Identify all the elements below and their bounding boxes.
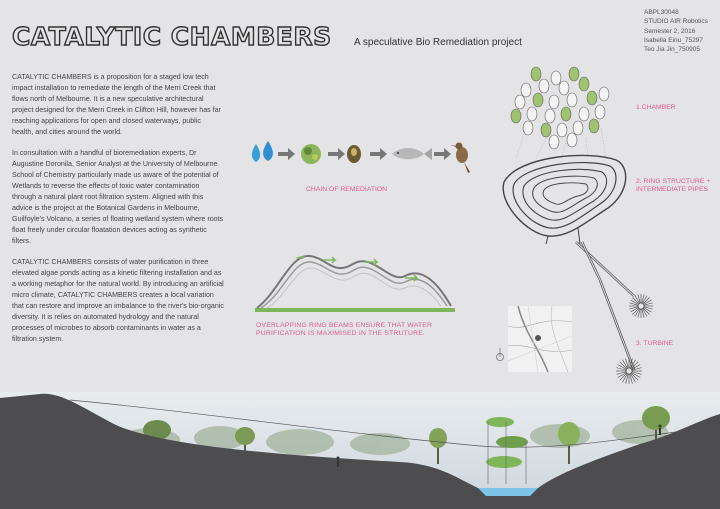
chain-label: CHAIN OF REMEDIATION — [306, 186, 388, 193]
arrow-icon — [328, 148, 345, 160]
meta-line: Isabella Einu_75297 — [644, 36, 703, 44]
chamber-pod — [541, 123, 551, 137]
chamber-pod — [599, 87, 609, 101]
chamber-label: 1.CHAMBER — [636, 104, 676, 111]
chamber-pod — [569, 67, 579, 81]
chamber-pod — [549, 135, 559, 149]
turbine-hub — [626, 368, 632, 374]
page-subtitle: A speculative Bio Remediation project — [354, 37, 522, 48]
chamber-pod — [595, 105, 605, 119]
chamber-pod — [579, 107, 589, 121]
intermediate-pipes — [574, 240, 644, 300]
chamber-pod — [579, 77, 589, 91]
chamber-cluster — [506, 68, 616, 158]
ring-structure — [498, 152, 632, 244]
turbine-icon — [614, 356, 644, 386]
chamber-pod — [559, 81, 569, 95]
algae-icon — [301, 144, 321, 164]
chamber-pod — [567, 93, 577, 107]
ring-beam-diagram — [255, 250, 455, 316]
chamber-pod — [549, 95, 559, 109]
chamber-pod — [587, 91, 597, 105]
chamber-pod — [573, 121, 583, 135]
chamber-pod — [551, 71, 561, 85]
site-map — [508, 306, 572, 372]
overlap-label: OVERLAPPING RING BEAMS ENSURE THAT WATER PURIFICATION IS MAXIMISED IN THE STRUTURE. — [256, 322, 433, 337]
description-paragraph: CATALYTIC CHAMBERS consists of water purification in three elevated algae ponds acting as a kinetic filtering installation and as a working metaphor for the natural world. By introducing an artificial micro climate, CATALYTIC CHAMBERS creates a local variation that can restore and improve an imbalance to the river's bio-organic diversity. It is relies on automated hydrology and the natural processes of microbes to absorb contaminants in water as a filtration system. — [12, 258, 224, 343]
meta-line: ABPL30048 — [644, 9, 679, 16]
meta-line: Teo Jia Jin_750905 — [644, 46, 701, 54]
chamber-pod — [511, 109, 521, 123]
chamber-pod — [545, 109, 555, 123]
turbine-icon — [627, 292, 655, 320]
chamber-pod — [523, 121, 533, 135]
turbine-hub — [638, 303, 644, 309]
chamber-pod — [557, 123, 567, 137]
microbe-icon — [347, 145, 361, 163]
arrow-icon — [370, 148, 387, 160]
chamber-pod — [527, 107, 537, 121]
chamber-pod — [561, 107, 571, 121]
chamber-pod — [539, 79, 549, 93]
chamber-pod — [533, 93, 543, 107]
fish-icon — [392, 148, 432, 160]
turbine-label: 3. TURBINE — [636, 340, 674, 347]
chamber-pod — [531, 67, 541, 81]
page-title: CATALYTIC CHAMBERS — [12, 22, 332, 51]
water-drops-icon — [252, 141, 273, 162]
project-meta — [644, 8, 708, 54]
ring-structure-label: 2. RING STRUCTURE + INTERMEDIATE PIPES — [636, 178, 711, 193]
chamber-pod — [521, 83, 531, 97]
bird-icon — [450, 143, 470, 174]
landscape-section — [0, 392, 720, 509]
remediation-chain — [248, 138, 478, 178]
description-paragraph: In consultation with a handful of bioremediation experts, Dr Augustine Doronila, Senior Analyst at the University of Melbourne School of Chemistry particularly made us aware of the potential of Wetlands to reverse the effects of toxic water contamination through a natural plant root filtration system. Aligned with this advice is the project at the Botanical Gardens in Melbourne, Guilfoyle's Volcano, a series of floating wetland system where roots float freely under circular floatation devices acting as synthetic filters. — [12, 149, 224, 245]
chamber-pod — [589, 119, 599, 133]
meta-line: STUDIO AIR Robotics — [644, 18, 708, 26]
north-arrow-icon — [496, 348, 504, 364]
meta-line: Semester 2, 2016 — [644, 27, 696, 35]
chamber-pod — [515, 95, 525, 109]
chamber-pod — [567, 133, 577, 147]
project-description — [12, 72, 224, 356]
description-paragraph: CATALYTIC CHAMBERS is a proposition for a staged low tech impact installation to remediate the length of the Merri Creek that flows north of Melbourne. It is a new speculative architectural project designed for the Merri Creek in Clifton Hill, however has far reaching applications for open and closed waterways, public health, and cities around the world. — [12, 73, 221, 136]
arrow-icon — [434, 148, 451, 160]
arrow-icon — [278, 148, 295, 160]
